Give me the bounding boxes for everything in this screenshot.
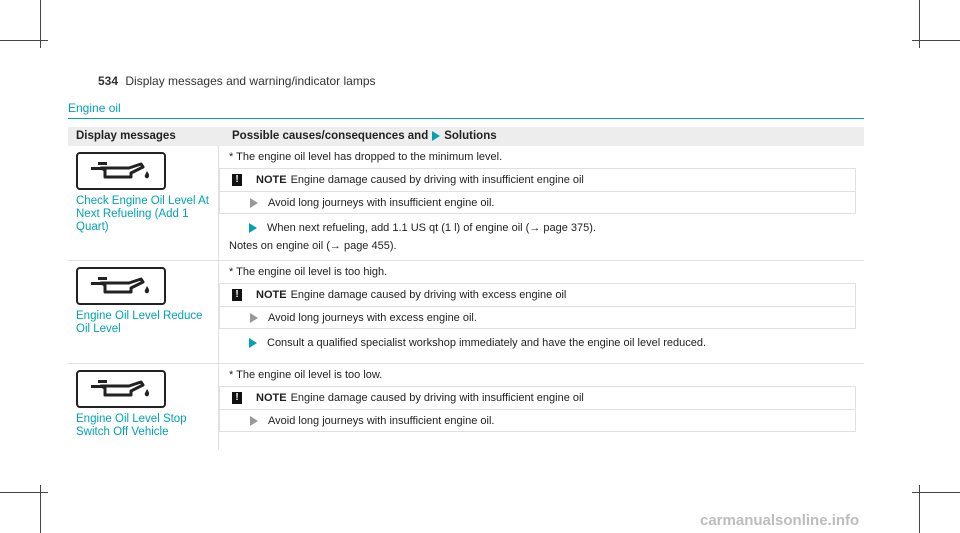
- chapter-title: Display messages and warning/indicator lamps: [125, 74, 376, 88]
- solution-step-text: When next refueling, add 1.1 US qt (1 l) of engine oil (→ page 375).: [267, 222, 596, 234]
- display-message: Engine Oil Level Reduce Oil Level: [76, 310, 203, 335]
- messages-table: [68, 127, 864, 450]
- arrow-right-icon: [249, 338, 257, 348]
- col-header-messages: Display messages: [76, 130, 176, 142]
- note-step: [220, 192, 855, 213]
- page-number: 534: [98, 74, 119, 88]
- note-line: [220, 284, 855, 307]
- cause-text: * The engine oil level has dropped to the minimum level.: [229, 151, 503, 163]
- note-step-text: Avoid long journeys with insufficient engine oil.: [268, 196, 495, 209]
- crop-mark: [0, 40, 48, 41]
- col-header-solutions-text: Solutions: [444, 130, 497, 142]
- page-header: [98, 74, 376, 88]
- cause-text: * The engine oil level is too high.: [229, 266, 388, 278]
- table-header: [68, 127, 864, 146]
- note-label: NOTE: [256, 174, 287, 186]
- solution-cell: [218, 364, 864, 450]
- arrow-right-icon: [250, 416, 258, 426]
- note-label: NOTE: [256, 392, 287, 404]
- message-cell: [68, 364, 218, 450]
- cause-text: * The engine oil level is too low.: [229, 369, 383, 381]
- note-box: [219, 168, 856, 214]
- solution-cell: [218, 146, 864, 260]
- message-cell: [68, 261, 218, 363]
- note-step: [220, 307, 855, 328]
- arrow-right-icon: [249, 223, 257, 233]
- crop-mark: [912, 492, 960, 493]
- note-step-text: Avoid long journeys with excess engine oil.: [268, 311, 477, 324]
- solution-cell: [218, 261, 864, 363]
- note-step-text: Avoid long journeys with insufficient engine oil.: [268, 414, 495, 427]
- arrow-right-icon: [432, 131, 440, 141]
- watermark: carmanualsonline.info: [700, 512, 860, 529]
- note-text: Engine damage caused by driving with insufficient engine oil: [290, 392, 584, 404]
- section-title: Engine oil: [68, 101, 121, 115]
- note-line: [220, 169, 855, 192]
- col-header-causes-text: Possible causes/consequences and: [232, 130, 429, 142]
- table-row: [68, 364, 864, 450]
- note-text: Engine damage caused by driving with insufficient engine oil: [290, 174, 584, 186]
- note-box: [219, 386, 856, 432]
- note-step: [220, 410, 855, 431]
- note-label: NOTE: [256, 289, 287, 301]
- col-header-causes: [218, 127, 864, 146]
- note-line: [220, 387, 855, 410]
- table-row: [68, 261, 864, 364]
- display-message: Check Engine Oil Level At Next Refueling (Add 1 Quart): [76, 195, 209, 233]
- section-rule: [68, 118, 864, 119]
- display-message: Engine Oil Level Stop Switch Off Vehicle: [76, 413, 187, 438]
- oil-can-icon: [76, 152, 166, 190]
- crop-mark: [912, 40, 960, 41]
- warning-icon: !: [232, 174, 242, 186]
- arrow-right-icon: [250, 313, 258, 323]
- solution-step-text: Consult a qualified specialist workshop immediately and have the engine oil level reduced.: [267, 337, 707, 349]
- arrow-right-icon: [250, 198, 258, 208]
- crop-mark: [0, 492, 48, 493]
- note-text: Engine damage caused by driving with excess engine oil: [290, 289, 567, 301]
- oil-can-icon: [76, 267, 166, 305]
- warning-icon: !: [232, 392, 242, 404]
- message-cell: [68, 146, 218, 260]
- warning-icon: !: [232, 289, 242, 301]
- oil-can-icon: [76, 370, 166, 408]
- solution-step: [219, 222, 856, 234]
- note-box: [219, 283, 856, 329]
- reference-text: Notes on engine oil (→ page 455).: [229, 240, 397, 252]
- table-row: [68, 146, 864, 261]
- solution-step: [219, 337, 856, 349]
